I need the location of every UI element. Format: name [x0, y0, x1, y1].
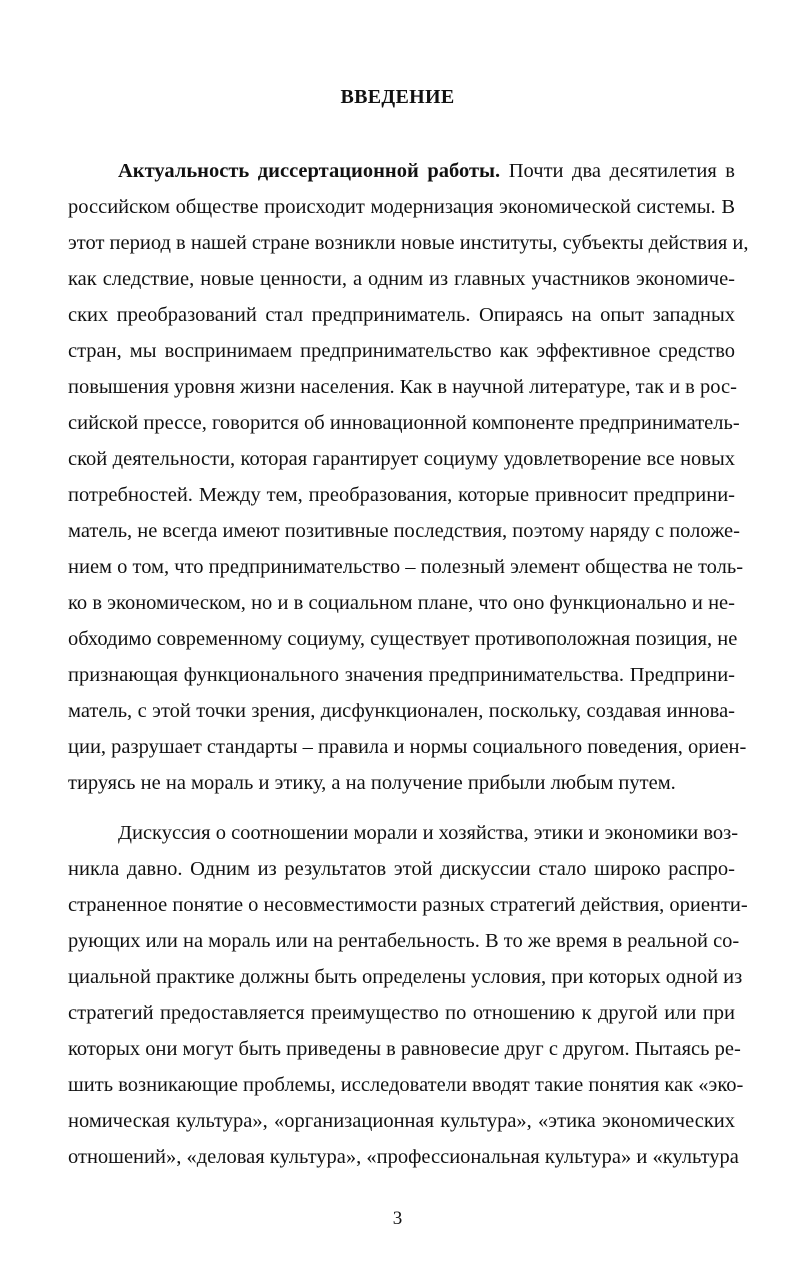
text-line: рующих или на мораль или на рентабельность. В то же время в реальной со-: [68, 930, 740, 952]
text-line: которых они могут быть приведены в равновесие друг с другом. Пытаясь ре-: [68, 1038, 741, 1060]
text-line: ции, разрушает стандарты – правила и нормы социального поведения, ориен-: [68, 736, 747, 758]
text-span: Почти два десятилетия в: [500, 160, 735, 182]
text-line: нием о том, что предпринимательство – полезный элемент общества не толь-: [68, 556, 744, 578]
text-line: признающая функционального значения предпринимательства. Предприни-: [68, 664, 735, 686]
text-line: как следствие, новые ценности, а одним из главных участников экономиче-: [68, 268, 735, 290]
text-line: отношений», «деловая культура», «профессиональная культура» и «культура: [68, 1146, 739, 1168]
text-line: российском обществе происходит модернизация экономической системы. В: [68, 196, 735, 218]
text-line: номическая культура», «организационная культура», «этика экономических: [68, 1110, 735, 1132]
bold-lead: Актуальность диссертационной работы.: [118, 160, 501, 182]
text-line: этот период в нашей стране возникли новые институты, субъекты действия и,: [68, 232, 749, 254]
text-line: тируясь не на мораль и этику, а на получение прибыли любым путем.: [68, 772, 676, 794]
text-line: матель, не всегда имеют позитивные последствия, поэтому наряду с положе-: [68, 520, 740, 542]
text-line: матель, с этой точки зрения, дисфункционален, поскольку, создавая иннова-: [68, 700, 735, 722]
paragraph-1-line-1: [118, 156, 735, 186]
text-line: обходимо современному социуму, существует противоположная позиция, не: [68, 628, 738, 650]
text-line: ской деятельности, которая гарантирует социуму удовлетворение все новых: [68, 448, 735, 470]
text-line: стратегий предоставляется преимущество по отношению к другой или при: [68, 1002, 735, 1024]
text-line: ских преобразований стал предприниматель. Опираясь на опыт западных: [68, 304, 735, 326]
text-line: страненное понятие о несовместимости разных стратегий действия, ориенти-: [68, 894, 748, 916]
page-title: ВВЕДЕНИЕ: [340, 86, 455, 108]
text-line: стран, мы воспринимаем предпринимательство как эффективное средство: [68, 340, 735, 362]
text-line: сийской прессе, говорится об инновационной компоненте предприниматель-: [68, 412, 740, 434]
text-line: циальной практике должны быть определены условия, при которых одной из: [68, 966, 743, 988]
text-line: ко в экономическом, но и в социальном плане, что оно функционально и не-: [68, 592, 735, 614]
text-line: никла давно. Одним из результатов этой дискуссии стало широко распро-: [68, 858, 735, 880]
text-line: Дискуссия о соотношении морали и хозяйства, этики и экономики воз-: [118, 822, 739, 844]
text-line: повышения уровня жизни населения. Как в научной литературе, так и в рос-: [68, 376, 737, 398]
text-line: потребностей. Между тем, преобразования, которые привносит предприни-: [68, 484, 735, 506]
page-number: 3: [392, 1208, 403, 1229]
text-line: шить возникающие проблемы, исследователи вводят такие понятия как «эко-: [68, 1074, 744, 1096]
